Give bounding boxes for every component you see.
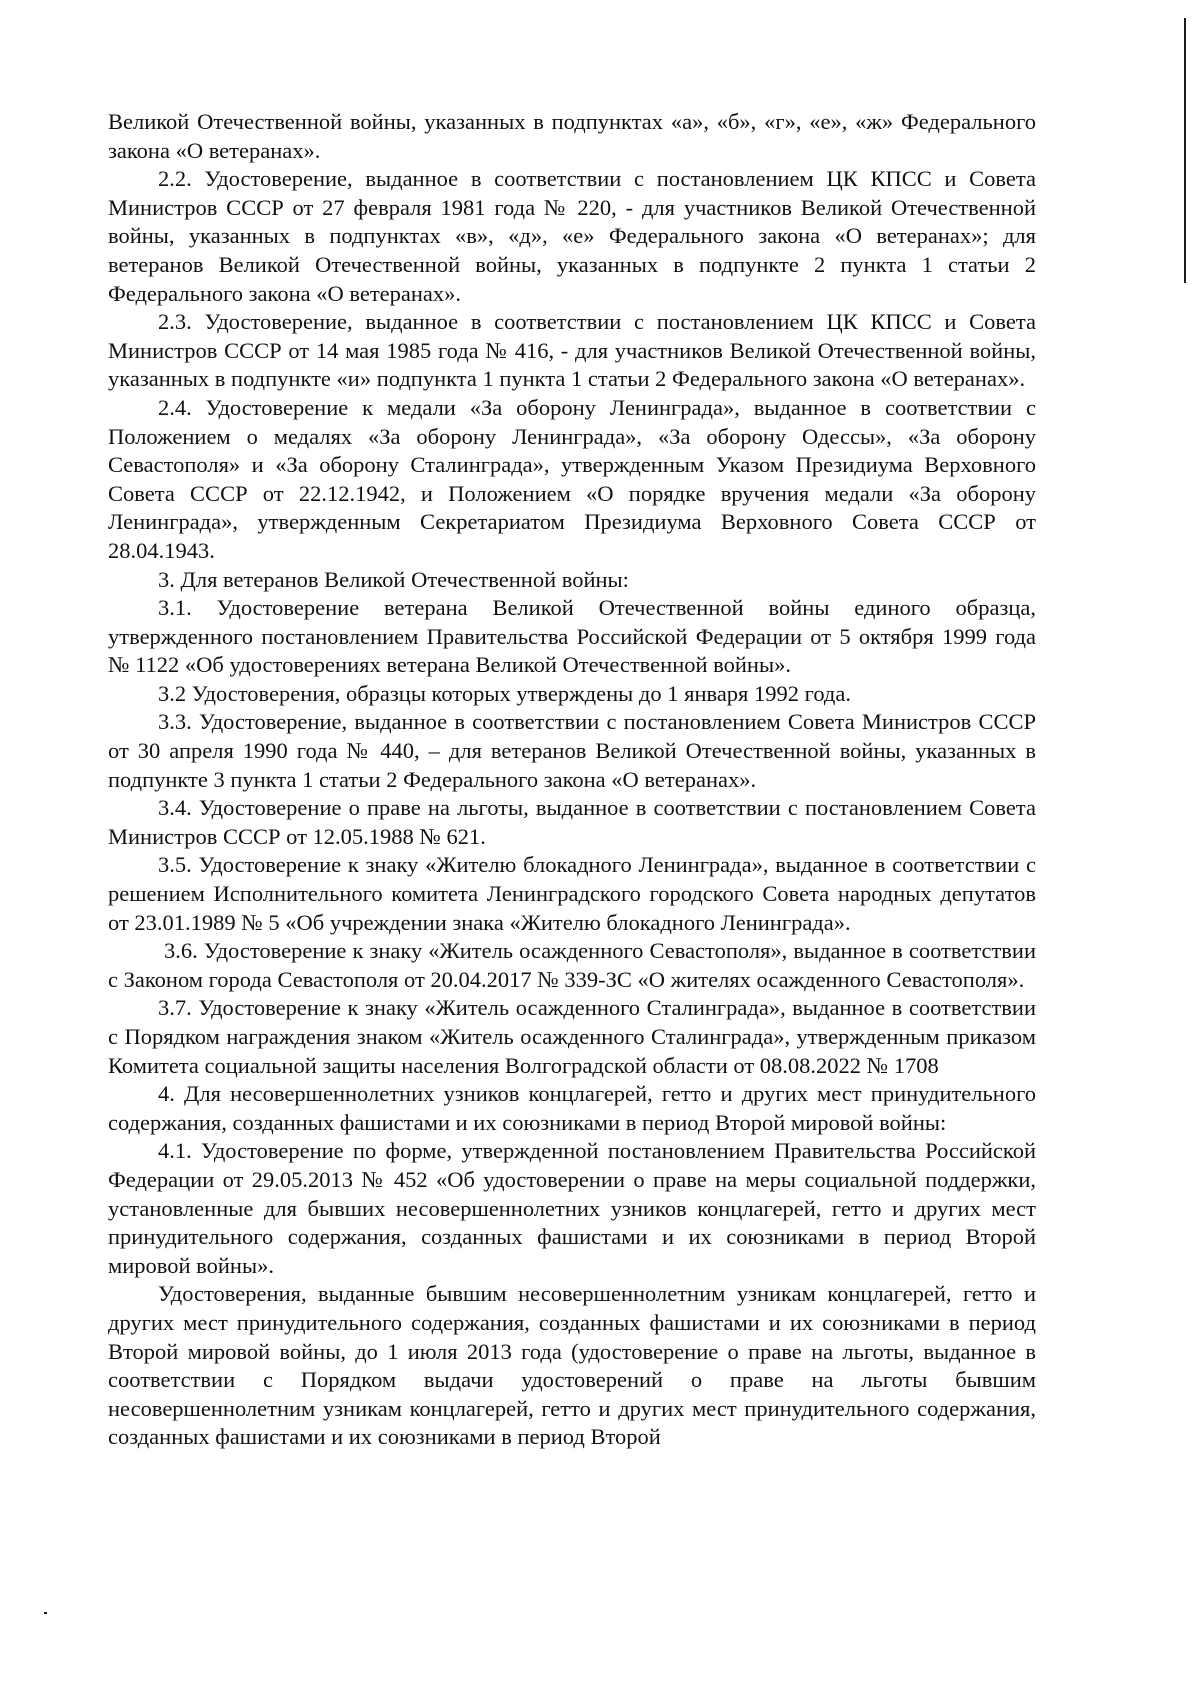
paragraph-3-4: 3.4. Удостоверение о праве на льготы, выданное в соответствии с постановлением Совета Министров СССР от 12.05.1988 № 621. xyxy=(108,795,1036,849)
paragraph-4: 4. Для несовершеннолетних узников концлагерей, гетто и других мест принудительного содержания, созданных фашистами и их союзниками в период Второй мировой войны: xyxy=(108,1081,1036,1135)
paragraph-3-5: 3.5. Удостоверение к знаку «Жителю блокадного Ленинграда», выданное в соответствии с решением Исполнительного комитета Ленинградского городского Совета народных депутатов от 23.01.1989 № 5 «Об учреждении знака «Жителю блокадного Ленинграда». xyxy=(108,852,1036,935)
scan-speck xyxy=(44,1612,47,1614)
document-body xyxy=(108,108,1036,1452)
paragraph-certificates-before-2013: Удостоверения, выданные бывшим несовершеннолетним узникам концлагерей, гетто и других мест принудительного содержания, созданных фашистами и их союзниками в период Второй мировой войны, до 1 июля 2013 года (удостоверение о праве на льготы, выданное в соответствии с Порядком выдачи удостоверений о праве на льготы бывшим несовершеннолетним узникам концлагерей, гетто и других мест принудительного содержания, созданных фашистами и их союзниками в период Второй xyxy=(108,1281,1036,1450)
paragraph-continuation: Великой Отечественной войны, указанных в подпунктах «а», «б», «г», «е», «ж» Федерального закона «О ветеранах». xyxy=(108,109,1036,163)
paragraph-2-3: 2.3. Удостоверение, выданное в соответствии с постановлением ЦК КПСС и Совета Министров СССР от 14 мая 1985 года № 416, - для участников Великой Отечественной войны, указанных в подпункте «и» подпункта 1 пункта 1 статьи 2 Федерального закона «О ветеранах». xyxy=(108,309,1036,392)
paragraph-3-6: 3.6. Удостоверение к знаку «Житель осажденного Севастополя», выданное в соответствии с Законом города Севастополя от 20.04.2017 № 339-ЗС «О жителях осажденного Севастополя». xyxy=(108,938,1036,992)
paragraph-3-3: 3.3. Удостоверение, выданное в соответствии с постановлением Совета Министров СССР от 30 апреля 1990 года № 440, – для ветеранов Великой Отечественной войны, указанных в подпункте 3 пункта 1 статьи 2 Федерального закона «О ветеранах». xyxy=(108,709,1036,792)
paragraph-3: 3. Для ветеранов Великой Отечественной войны: xyxy=(158,566,629,592)
paragraph-4-1: 4.1. Удостоверение по форме, утвержденной постановлением Правительства Российской Федерации от 29.05.2013 № 452 «Об удостоверении о праве на меры социальной поддержки, установленные для бывших несовершеннолетних узников концлагерей, гетто и других мест принудительного содержания, созданных фашистами и их союзниками в период Второй мировой войны». xyxy=(108,1138,1036,1278)
paragraph-3-1: 3.1. Удостоверение ветерана Великой Отечественной войны единого образца, утвержденного постановлением Правительства Российской Федерации от 5 октября 1999 года № 1122 «Об удостоверениях ветерана Великой Отечественной войны». xyxy=(108,595,1036,678)
paragraph-3-7: 3.7. Удостоверение к знаку «Житель осажденного Сталинграда», выданное в соответствии с Порядком награждения знаком «Житель осажденного Сталинграда», утвержденным приказом Комитета социальной защиты населения Волгоградской области от 08.08.2022 № 1708 xyxy=(108,995,1036,1078)
paragraph-2-4: 2.4. Удостоверение к медали «За оборону Ленинграда», выданное в соответствии с Положением о медалях «За оборону Ленинграда», «За оборону Одессы», «За оборону Севастополя» и «За оборону Сталинграда», утвержденным Указом Президиума Верховного Совета СССР от 22.12.1942, и Положением «О порядке вручения медали «За оборону Ленинграда», утвержденным Секретариатом Президиума Верховного Совета СССР от 28.04.1943. xyxy=(108,394,1036,563)
paragraph-2-2: 2.2. Удостоверение, выданное в соответствии с постановлением ЦК КПСС и Совета Министров СССР от 27 февраля 1981 года № 220, - для участников Великой Отечественной войны, указанных в подпунктах «в», «д», «е» Федерального закона «О ветеранах»; для ветеранов Великой Отечественной войны, указанных в подпункте 2 пункта 1 статьи 2 Федерального закона «О ветеранах». xyxy=(108,166,1036,306)
paragraph-3-2: 3.2 Удостоверения, образцы которых утверждены до 1 января 1992 года. xyxy=(158,680,851,706)
scan-edge-line xyxy=(1184,18,1186,283)
